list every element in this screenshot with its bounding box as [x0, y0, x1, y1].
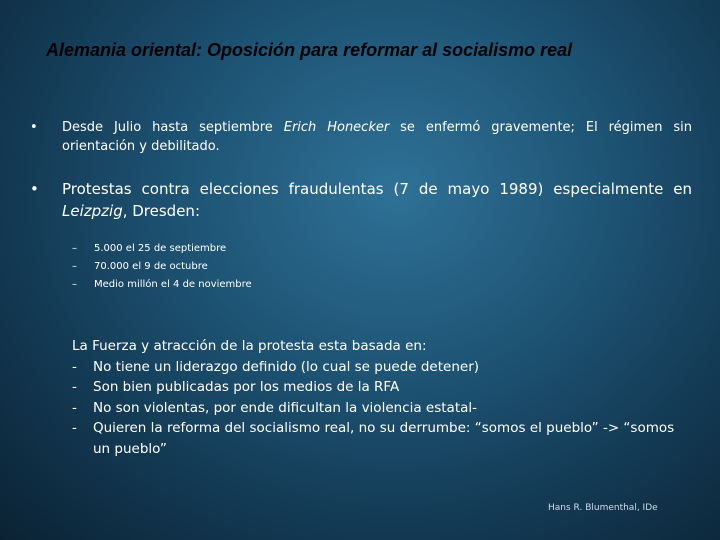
dash-icon: – — [72, 279, 77, 290]
sub-item-text: 5.000 el 25 de septiembre — [94, 243, 227, 254]
bullet-item — [30, 118, 692, 156]
bullet-text: Protestas contra elecciones fraudulentas (7 de mayo 1989) especialmente en — [62, 180, 692, 198]
sub-item-text: 70.000 el 9 de octubre — [94, 261, 208, 272]
paragraph-item-text: No son violentas, por ende dificultan la violencia estatal- — [93, 399, 478, 416]
sub-item — [72, 276, 692, 294]
hyphen-icon: - — [72, 358, 77, 375]
bullet-text: Desde Julio hasta septiembre — [62, 120, 284, 135]
sub-item — [72, 258, 692, 276]
hyphen-icon: - — [72, 379, 77, 395]
bullet-text: , Dresden: — [122, 202, 200, 220]
protest-paragraph — [72, 336, 692, 459]
hyphen-icon: - — [72, 420, 77, 436]
bullet-icon: • — [30, 120, 38, 135]
sub-item-text: Medio millón el 4 de noviembre — [94, 279, 252, 290]
sub-list — [30, 240, 692, 294]
paragraph-item — [72, 418, 692, 459]
bullet-list — [30, 118, 692, 294]
slide-title: Alemania oriental: Oposición para reformar al socialismo real — [46, 40, 573, 60]
dash-icon: – — [72, 243, 77, 254]
bullet-text: se enfermó gravemente; El régimen sin orientación y debilitado. — [62, 120, 692, 154]
paragraph-item — [72, 357, 692, 378]
paragraph-item-text: No tiene un liderazgo definido (lo cual se puede detener) — [93, 358, 480, 375]
bullet-item — [30, 178, 692, 222]
dash-icon: – — [72, 261, 77, 272]
paragraph-intro: La Fuerza y atracción de la protesta esta basada en: — [72, 338, 427, 354]
paragraph-item-text: Son bien publicadas por los medios de la RFA — [93, 379, 400, 395]
bullet-text-italic: Erich Honecker — [283, 120, 390, 135]
sub-item — [72, 240, 692, 258]
sub-list-container — [30, 240, 692, 294]
paragraph-item — [72, 377, 692, 398]
footer-author: Hans R. Blumenthal, IDe — [548, 503, 658, 513]
hyphen-icon: - — [72, 399, 77, 416]
bullet-icon: • — [30, 180, 39, 198]
bullet-text-italic: Leizpzig — [62, 202, 123, 220]
paragraph-list — [72, 357, 692, 460]
paragraph-item — [72, 398, 692, 419]
paragraph-item-text: Quieren la reforma del socialismo real, no su derrumbe: “somos el pueblo” -> “somos un pueblo” — [93, 420, 675, 457]
